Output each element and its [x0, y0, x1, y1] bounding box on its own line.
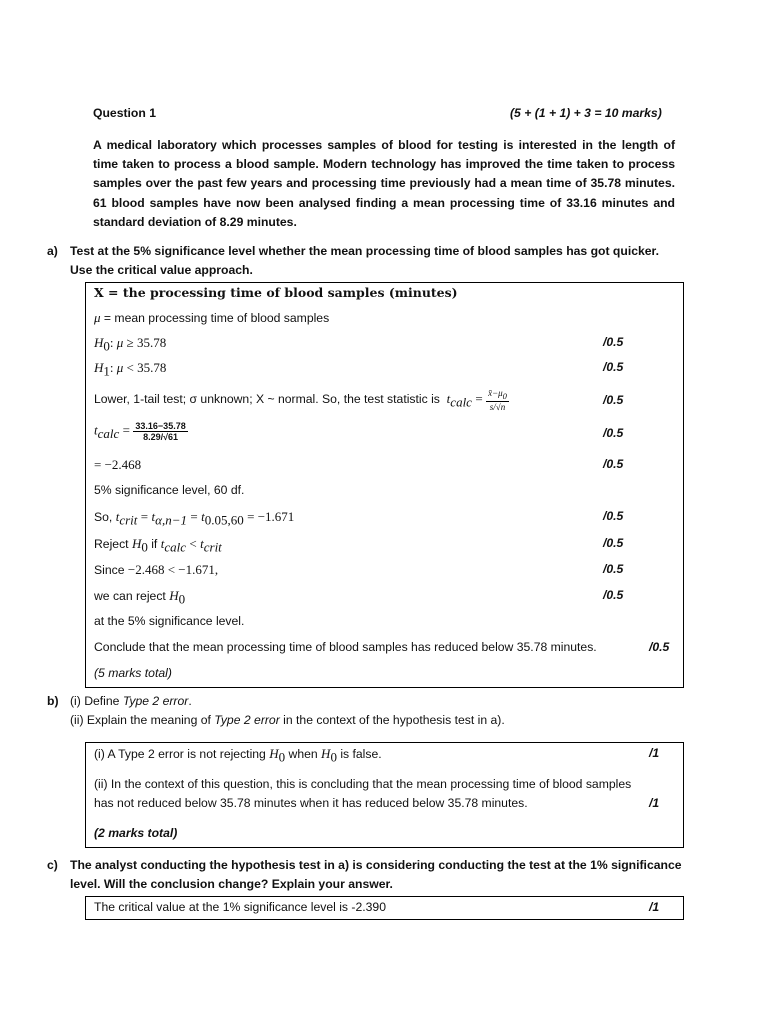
- mark-c: /1: [649, 900, 660, 914]
- conclusion-line: Conclude that the mean processing time of blood samples has reduced below 35.78 minutes.: [94, 640, 597, 654]
- tcrit-line: So, $t_{crit} = t_{\alpha,n-1} = t_{0.05,60} = -1.671$: [94, 509, 295, 528]
- tcalc-value: = −2.468: [94, 457, 142, 472]
- mark-tcrit: /0.5: [603, 509, 624, 523]
- null-hypothesis: $H_0$: μ ≥ 35.78: [94, 335, 167, 354]
- part-a-total: (5 marks total): [94, 666, 172, 680]
- mark-b1: /1: [649, 746, 660, 760]
- part-c-question-line1: The analyst conducting the hypothesis test in a) is considering conducting the test at the 1% significance: [70, 858, 682, 872]
- part-b-answer-2-line2: has not reduced below 35.78 minutes when it has reduced below 35.78 minutes.: [94, 796, 528, 810]
- mark-b2: /1: [649, 796, 660, 810]
- mark-test: /0.5: [603, 393, 624, 407]
- mark-calc: /0.5: [603, 426, 624, 440]
- question-intro: A medical laboratory which processes samples of blood for testing is interested in the length of time taken to process a blood sample. Modern technology has improved the time taken to process samples over the past few years and processing time previously had a mean time of 35.78 minutes. 61 blood samples have now been analysed finding a mean processing time of 33.16 minutes and standard deviation of 8.29 minutes.: [93, 138, 675, 229]
- mark-conclusion: /0.5: [649, 640, 670, 654]
- part-c-answer-box: [85, 896, 684, 920]
- mark-since: /0.5: [603, 562, 624, 576]
- reject-rule: Reject $H_0$ if $t_{calc} < t_{crit}$: [94, 536, 222, 555]
- test-statistic-line: Lower, 1-tail test; σ unknown; X ~ normal. So, the test statistic is $t_{calc}$ = $\frac{x̄-\mu_0}{s/√n}$: [94, 388, 507, 412]
- tcalc-substitution: $t_{calc}$ = $\frac{33.16-35.78}{8.29/√61}$: [94, 421, 186, 442]
- since-line: Since −2.468 < −1.671,: [94, 562, 219, 577]
- part-a-answer-box: [85, 282, 684, 688]
- df-line: 5% significance level, 60 df.: [94, 483, 245, 497]
- part-a-question-line2: Use the critical value approach.: [70, 263, 253, 277]
- part-b-question-1: (i) Define Type 2 error.: [70, 694, 192, 708]
- part-b-answer-1: (i) A Type 2 error is not rejecting $H_0$ when $H_0$ is false.: [94, 746, 382, 765]
- part-c-label: c): [47, 858, 58, 872]
- part-b-label: b): [47, 694, 59, 708]
- question-marks: (5 + (1 + 1) + 3 = 10 marks): [510, 106, 662, 120]
- reject-line: we can reject $H_0$: [94, 588, 186, 607]
- part-a-question-line1: Test at the 5% significance level whether the mean processing time of blood samples has got quicker.: [70, 244, 659, 258]
- mark-value: /0.5: [603, 457, 624, 471]
- at-level-line: at the 5% significance level.: [94, 614, 245, 628]
- mu-definition: μ = mean processing time of blood samples: [94, 310, 330, 325]
- part-b-total: (2 marks total): [94, 826, 178, 840]
- part-b-answer-box: [85, 742, 684, 848]
- question-title: Question 1: [93, 106, 156, 120]
- part-c-question-line2: level. Will the conclusion change? Explain your answer.: [70, 877, 393, 891]
- part-b-question-2: (ii) Explain the meaning of Type 2 error in the context of the hypothesis test in a).: [70, 713, 505, 727]
- part-b-answer-2-line1: (ii) In the context of this question, this is concluding that the mean processing time of blood samples: [94, 777, 632, 791]
- part-a-label: a): [47, 244, 58, 258]
- part-c-answer: The critical value at the 1% significance level is -2.390: [94, 900, 386, 914]
- x-definition: X = the processing time of blood samples (minutes): [94, 285, 458, 300]
- mark-reject: /0.5: [603, 588, 624, 602]
- alternative-hypothesis: $H_1$: μ < 35.78: [94, 360, 167, 379]
- test-statistic-formula: $\frac{x̄-\mu_0}{s/√n}$: [488, 388, 507, 412]
- mark-rule: /0.5: [603, 536, 624, 550]
- mark-h1: /0.5: [603, 360, 624, 374]
- mark-h0: /0.5: [603, 335, 624, 349]
